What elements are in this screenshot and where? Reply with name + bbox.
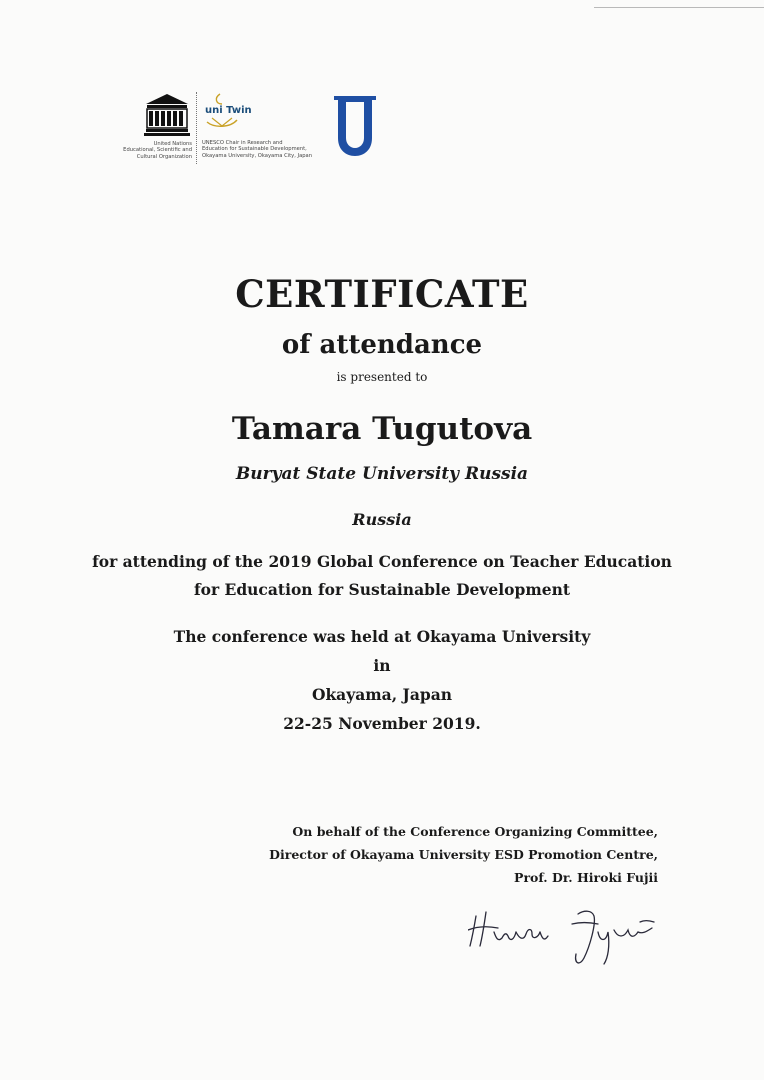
unitwin-wordmark: uni Twin [205,105,252,116]
signatory-line-3: Prof. Dr. Hiroki Fujii [514,870,658,885]
unitwin-caption: UNESCO Chair in Research and Education for Sustainable Development, Okayama University, Okayama City, Japan [202,140,313,159]
header-logos [118,92,378,170]
scan-edge-line [594,7,764,8]
unesco-caption: United Nations Educational, Scientific and Cultural Organization [123,141,192,160]
signatory-line-2: Director of Okayama University ESD Promotion Centre, [269,847,658,862]
attendance-purpose [0,548,764,604]
venue-line-2: in [373,656,391,675]
logo-divider [196,92,197,164]
okayama-university-logo-icon [332,94,378,158]
conference-venue [0,622,764,738]
purpose-line-1: for attending of the 2019 Global Conference on Teacher Education [92,552,672,571]
certificate-subtitle: of attendance [281,330,483,360]
recipient-name: Tamara Tugutova [231,411,533,447]
certificate-title: CERTIFICATE [235,272,529,316]
signatory-line-1: On behalf of the Conference Organizing Committee, [292,824,658,839]
conference-dates: 22-25 November 2019. [283,714,481,733]
recipient-country: Russia [352,510,412,529]
handwritten-signature [468,902,668,972]
venue-line-3: Okayama, Japan [311,685,453,704]
unesco-logo-icon [144,92,190,138]
signatory-block [269,820,658,889]
presented-to-text: is presented to [336,370,428,384]
venue-line-1: The conference was held at Okayama University [173,627,591,646]
purpose-line-2: for Education for Sustainable Development [193,580,571,599]
recipient-university: Buryat State University Russia [235,464,529,484]
